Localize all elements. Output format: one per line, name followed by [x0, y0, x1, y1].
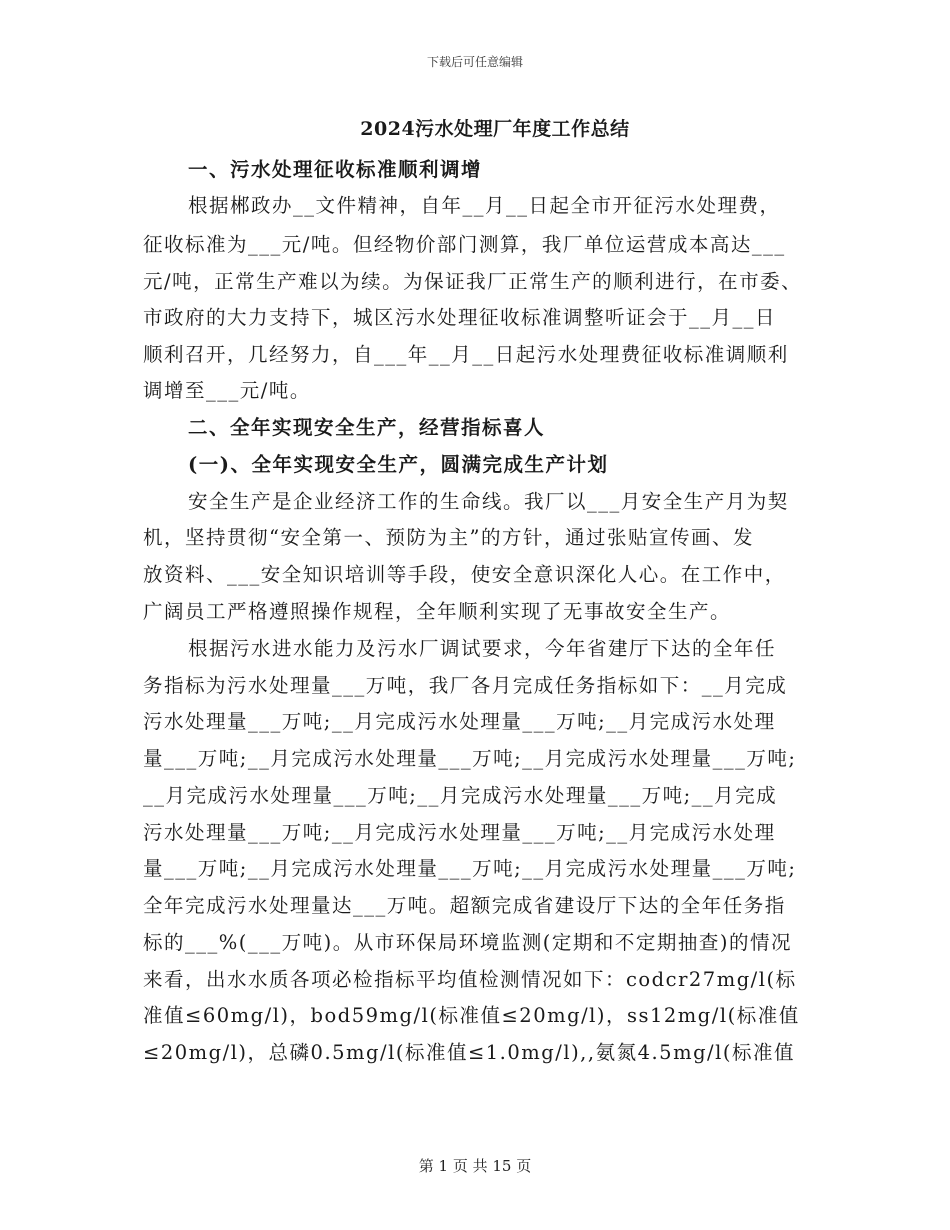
paragraph-line: 来看，出水水质各项必检指标平均值检测情况如下：codcr27mg/l(标	[143, 968, 797, 991]
paragraph-line: 市政府的大力支持下，城区污水处理征收标准调整听证会于__月__日	[143, 306, 777, 329]
section-heading-2: 二、全年实现安全生产，经营指标喜人	[188, 416, 546, 439]
paragraph-line: 放资料、___安全知识培训等手段，使安全意识深化人心。在工作中，	[143, 563, 786, 586]
paragraph-line: 机，坚持贯彻“安全第一、预防为主”的方针，通过张贴宣传画、发	[143, 526, 754, 549]
document-title: 2024污水处理厂年度工作总结	[360, 118, 630, 140]
subsection-heading: (一)、全年实现安全生产，圆满完成生产计划	[188, 453, 609, 476]
paragraph-line: 准值≤60mg/l)，bod59mg/l(标准值≤20mg/l)，ss12mg/l(标准值	[143, 1004, 800, 1027]
paragraph-line: 量___万吨;__月完成污水处理量___万吨;__月完成污水处理量___万吨;	[143, 747, 797, 770]
page-number-footer: 第 1 页 共 15 页	[418, 1157, 532, 1175]
paragraph-line: 根据郴政办__文件精神，自年__月__日起全市开征污水处理费，	[188, 194, 781, 217]
paragraph-line: 务指标为污水处理量___万吨，我厂各月完成任务指标如下：__月完成	[143, 674, 788, 697]
header-note: 下载后可任意编辑	[426, 55, 523, 69]
paragraph-line: 污水处理量___万吨;__月完成污水处理量___万吨;__月完成污水处理	[143, 710, 776, 733]
paragraph-line: 量___万吨;__月完成污水处理量___万吨;__月完成污水处理量___万吨;	[143, 857, 797, 880]
paragraph-line: 征收标准为___元/吨。但经物价部门测算，我厂单位运营成本高达___	[143, 233, 786, 256]
paragraph-line: 安全生产是企业经济工作的生命线。我厂以___月安全生产月为契	[188, 490, 789, 513]
paragraph-line: 广阔员工严格遵照操作规程，全年顺利实现了无事故安全生产。	[143, 600, 732, 623]
paragraph-line: 全年完成污水处理量达___万吨。超额完成省建设厅下达的全年任务指	[143, 894, 786, 917]
paragraph-line: 标的___%(___万吨)。从市环保局环境监测(定期和不定期抽查)的情况	[143, 931, 792, 954]
paragraph-line: ≤20mg/l)，总磷0.5mg/l(标准值≤1.0mg/l),,氨氮4.5mg/l(标准值	[143, 1041, 795, 1064]
paragraph-line: 污水处理量___万吨;__月完成污水处理量___万吨;__月完成污水处理	[143, 821, 776, 844]
paragraph-line: 调增至___元/吨。	[143, 379, 311, 402]
paragraph-line: 顺利召开，几经努力，自___年__月__日起污水处理费征收标准调顺利	[143, 343, 789, 366]
paragraph-line: 根据污水进水能力及污水厂调试要求，今年省建厅下达的全年任	[188, 637, 777, 660]
paragraph-line: __月完成污水处理量___万吨;__月完成污水处理量___万吨;__月完成	[143, 784, 778, 807]
paragraph-line: 元/吨，正常生产难以为续。为保证我厂正常生产的顺利进行，在市委、	[143, 270, 803, 293]
section-heading-1: 一、污水处理征收标准顺利调增	[188, 158, 483, 181]
